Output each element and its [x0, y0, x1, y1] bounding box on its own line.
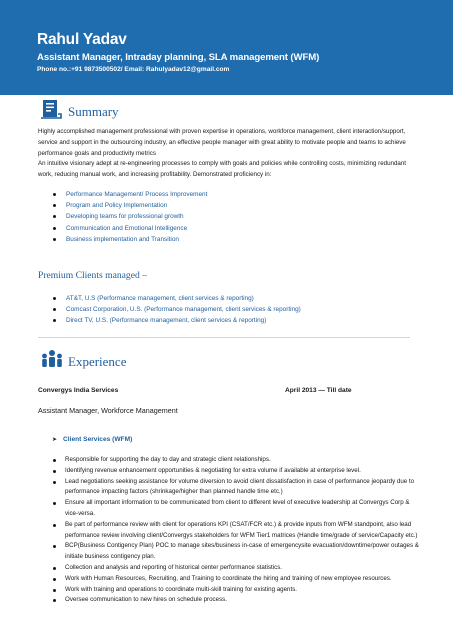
summary-heading: Summary	[68, 104, 119, 119]
list-item: Ensure all important information to be communicated from client to different level of executive leadership at Convergys Corp & vice-versa.	[53, 498, 423, 520]
job-role: Assistant Manager, Workforce Management	[38, 406, 178, 415]
proficiency-list	[53, 189, 207, 245]
team-icon	[40, 348, 64, 377]
summary-paragraph: Highly accomplished management professional with proven expertise in operations, workforce management, client interaction/support, service and support in the outsourcing industry, an effective people manager with great ability to motivate people and teams to achieve performance goals and productivity metrics	[38, 128, 406, 157]
job-company: Convergys India Services	[38, 387, 119, 394]
contact-info: Phone no.:+91 9873500502/ Email: Rahulyadav12@gmail.com	[37, 66, 230, 73]
summary-paragraph: An intuitive visionary adept at re-engineering processes to comply with goals and policies while controlling costs, minimizing redundant work, reducing manual work, and increasing profitability. Demonstrated proficiency in:	[38, 160, 407, 179]
list-item: Performance Management/ Process Improvement	[53, 189, 207, 200]
list-item: Collection and analysis and reporting of historical center performance statistics.	[53, 563, 423, 574]
list-item: Work with Human Resources, Recruiting, and Training to coordinate the hiring and training of new employee resources.	[53, 574, 423, 585]
list-item: Communication and Emotional Intelligence	[53, 223, 207, 234]
list-item: Be part of performance review with client for operations KPI (CSAT/FCR etc.) & provide inputs from WFM standpoint, also lead performance review involving client/Convergys stakeholders for WFM Tier1 matrices (Handle time/grade of service/Capacity etc.)	[53, 520, 423, 542]
list-item: Developing teams for professional growth	[53, 211, 207, 222]
job-subheading-label: Client Services (WFM)	[63, 436, 133, 443]
list-item: Oversee communication to new hires on schedule process.	[53, 595, 423, 606]
list-item: Business implementation and Transition	[53, 234, 207, 245]
list-item: Comcast Corporation, U.S. (Performance management, client services & reporting)	[53, 304, 301, 315]
list-item: Program and Policy Implementation	[53, 200, 207, 211]
section-divider	[38, 337, 410, 338]
list-item: Lead negotiations seeking assistance for volume diversion to avoid client dissatisfaction in case of performance jeopardy due to performance impacting factors (shrinkage/higher than planned handle time etc.)	[53, 477, 423, 499]
list-item: BCP(Business Contigency Plan) POC to manage sites/business in-case of emergencysite evacuation/downtime/power outages & initiate business contigency plan.	[53, 541, 423, 563]
duties-list	[53, 455, 423, 606]
candidate-title: Assistant Manager, Intraday planning, SLA management (WFM)	[37, 52, 320, 63]
document-icon	[40, 98, 62, 125]
list-item: Identifying revenue enhancement opportunities & negotiating for extra volume if available at enterprise level.	[53, 466, 423, 477]
clients-heading: Premium Clients managed –	[38, 270, 147, 281]
candidate-name: Rahul Yadav	[37, 31, 127, 48]
list-item: Work with training and operations to coordinate multi-skill training for existing agents.	[53, 585, 423, 596]
job-dates: April 2013 — Till date	[285, 387, 352, 394]
experience-heading: Experience	[68, 354, 127, 369]
list-item: Direct TV, U.S. (Performance management, client services & reporting)	[53, 315, 301, 326]
list-item: AT&T, U.S (Performance management, client services & reporting)	[53, 293, 301, 304]
list-item: Responsible for supporting the day to day and strategic client relationships.	[53, 455, 423, 466]
clients-list	[53, 293, 301, 327]
job-subheading	[52, 436, 132, 443]
summary-text	[38, 127, 418, 181]
resume-header	[0, 0, 453, 95]
arrow-bullet-icon: ➤	[52, 437, 58, 443]
